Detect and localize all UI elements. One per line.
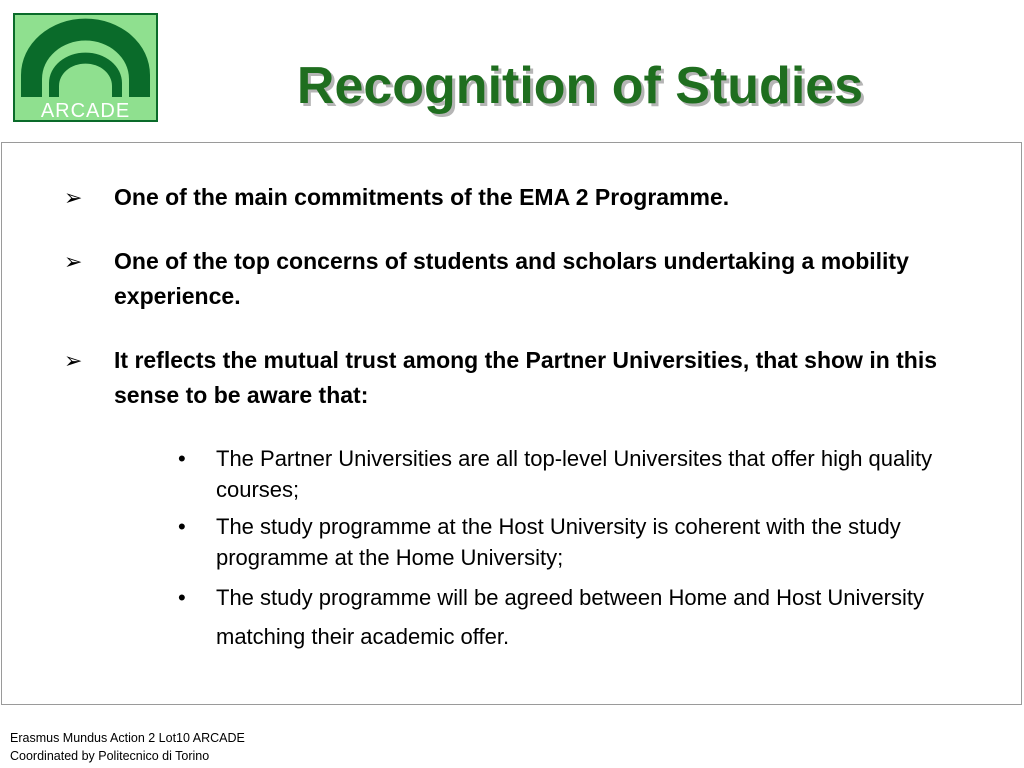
dot-bullet-icon: • xyxy=(178,446,186,471)
logo-text: ARCADE xyxy=(40,100,131,122)
footer xyxy=(10,729,245,765)
dot-bullet-icon: • xyxy=(178,585,186,610)
footer-line-1: Erasmus Mundus Action 2 Lot10 ARCADE xyxy=(10,731,245,745)
arrow-bullet-icon: ➢ xyxy=(64,249,83,274)
main-point xyxy=(64,180,994,215)
main-point-text: One of the main commitments of the EMA 2 Programme. xyxy=(114,184,730,210)
dot-bullet-icon: • xyxy=(178,514,186,539)
arch-logo-icon xyxy=(13,13,158,122)
sub-point xyxy=(178,443,986,505)
sub-point-text: The Partner Universities are all top-level Universites that offer high quality courses; xyxy=(216,446,933,502)
arrow-bullet-icon: ➢ xyxy=(64,185,83,210)
arcade-logo xyxy=(13,13,158,122)
main-point xyxy=(64,244,994,314)
sub-point-text: The study programme at the Host University is coherent with the study programme at the Home University; xyxy=(216,514,901,570)
footer-line-2: Coordinated by Politecnico di Torino xyxy=(10,749,210,763)
main-point-text: It reflects the mutual trust among the Partner Universities, that show in this sense to be aware that: xyxy=(114,347,938,408)
main-point xyxy=(64,343,994,413)
main-point-text: One of the top concerns of students and scholars undertaking a mobility experience. xyxy=(114,248,909,309)
content-box xyxy=(1,142,1022,705)
sub-point-text: The study programme will be agreed between Home and Host University matching their academic offer. xyxy=(216,585,924,649)
sub-point xyxy=(178,578,936,656)
page-title: Recognition of Studies xyxy=(296,57,864,115)
sub-point xyxy=(178,511,1018,573)
arrow-bullet-icon: ➢ xyxy=(64,348,83,373)
